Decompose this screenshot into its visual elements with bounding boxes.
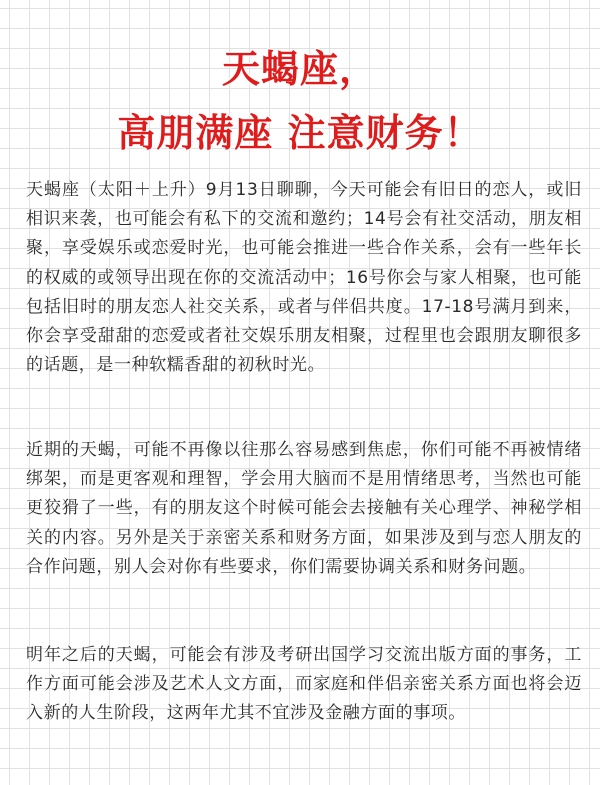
paragraph-1: 天蝎座（太阳＋上升）9月13日聊聊，今天可能会有旧日的恋人，或旧相识来袭，也可能会有私下的交流和邀约；14号会有社交活动，朋友相聚，享受娱乐或恋爱时光，也可能会推进一些合作关系，会有一些年长的权威的或领导出现在你的交流活动中；16号你会与家人相聚，也可能包括旧时的朋友恋人社交关系，或者与伴侣共度。17-18号满月到来，你会享受甜甜的恋爱或者社交娱乐朋友相聚，过程里也会跟朋友聊很多的话题，是一种软糯香甜的初秋时光。 (26, 180, 582, 376)
paragraph-3: 明年之后的天蝎，可能会有涉及考研出国学习交流出版方面的事务，工作方面可能会涉及艺术人文方面，而家庭和伴侣亲密关系方面也将会迈入新的人生阶段，这两年尤其不宜涉及金融方面的事项。 (26, 645, 582, 724)
title-line-1: 天蝎座， (221, 47, 378, 91)
paragraph-2: 近期的天蝎，可能不再像以往那么容易感到焦虑，你们可能不再被情绪绑架，而是更客观和理智，学会用大脑而不是用情绪思考，当然也可能更狡猾了一些，有的朋友这个时候可能会去接触有关心理学、神秘学相关的内容。另外是关于亲密关系和财务方面，如果涉及到与恋人朋友的合作问题，别人会对你有些要求，你们需要协调关系和财务问题。 (26, 440, 582, 577)
title-line-2: 高朋满座 注意财务！ (117, 111, 483, 155)
